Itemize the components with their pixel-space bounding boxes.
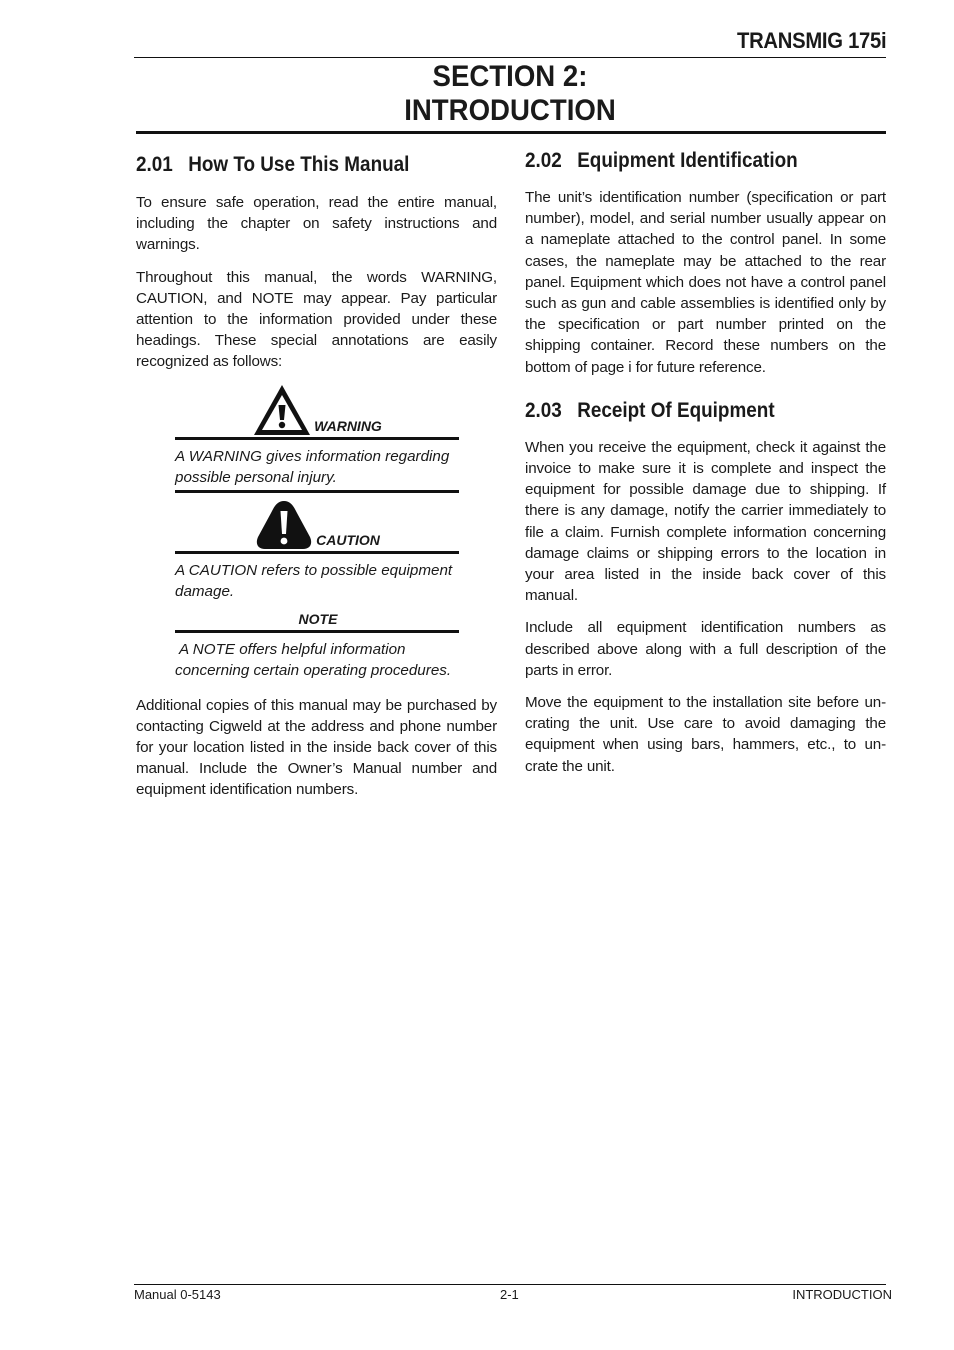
section-title — [164, 60, 856, 128]
footer-rule — [134, 1284, 886, 1285]
heading-text: Receipt Of Equipment — [577, 398, 775, 422]
heading-text: How To Use This Manual — [188, 153, 410, 176]
left-column — [136, 150, 497, 801]
caution-header — [175, 493, 459, 551]
warning-triangle-icon — [252, 383, 312, 437]
paragraph: The unit’s identification number (specification or part number), model, and serial number usually appear on a nameplate attached to the control panel. In some cases, the nameplate may be attached to the rear panel. Equipment which does not have a control panel such as gun and cable assemblies is identified only by the specification or part number printed on the shipping container. Record these numbers on the bottom of page i for future reference. — [525, 189, 886, 376]
paragraph: Throughout this manual, the words WARNING, CAUTION, and NOTE may appear. Pay particular attention to the information provided under these headings. These special annotations are easily recognized as follows: — [136, 268, 497, 371]
heading-number: 2.02 — [525, 149, 562, 172]
right-column — [525, 146, 886, 777]
heading-number: 2.01 — [136, 153, 173, 176]
section-title-rule — [136, 131, 886, 134]
warning-notice — [175, 379, 459, 493]
footer-manual-number: Manual 0-5143 — [134, 1287, 221, 1302]
caution-text: A CAUTION refers to possible equipment damage. — [175, 561, 453, 601]
paragraph: Additional copies of this manual may be purchased by contacting Cigweld at the address and phone number for your location listed in the inside back cover of this manual. Include the Owner’s Manual number and equipment identification numbers. — [136, 696, 497, 799]
header-rule — [134, 57, 886, 58]
paragraph: When you receive the equipment, check it against the invoice to make sure it is complete and inspect the equipment for possible damage due to shipping. If there is any damage, notify the carrier immediately to file a claim. Furnish complete information concerning damage claims or shipping errors to the location in your area listed in the inside back cover of this manual. — [525, 438, 886, 605]
caution-blob-icon — [254, 499, 314, 551]
heading-text: Equipment Identification — [577, 149, 798, 172]
caution-notice — [175, 493, 459, 604]
heading-2-02 — [525, 146, 850, 176]
product-name: TRANSMIG 175i — [736, 28, 886, 53]
paragraph: To ensure safe operation, read the entire manual, including the chapter on safety instructions and warnings. — [136, 194, 497, 254]
note-label: NOTE — [298, 610, 338, 627]
note-notice — [175, 604, 459, 683]
note-text: A NOTE offers helpful information concerning certain operating procedures. — [175, 640, 452, 680]
note-header — [175, 604, 459, 630]
section-title-line2: INTRODUCTION — [404, 94, 616, 127]
section-title-line1: SECTION 2: — [432, 60, 588, 93]
footer-section-name: INTRODUCTION — [792, 1287, 892, 1302]
footer-page-number: 2-1 — [500, 1287, 519, 1302]
heading-number: 2.03 — [525, 398, 562, 422]
paragraph: Include all equipment identification numbers as described above along with a full description of the parts in error. — [525, 619, 886, 679]
heading-2-03 — [525, 396, 850, 426]
warning-header — [175, 379, 459, 437]
warning-text: A WARNING gives information regarding possible personal injury. — [175, 447, 450, 487]
paragraph: Move the equipment to the installation site before un-crating the unit. Use care to avoid damaging the equipment when using bars, hammers, etc., to un-crate the unit. — [525, 694, 886, 775]
heading-2-01 — [136, 150, 461, 180]
caution-label: CAUTION — [316, 531, 380, 548]
warning-label: WARNING — [314, 417, 382, 434]
